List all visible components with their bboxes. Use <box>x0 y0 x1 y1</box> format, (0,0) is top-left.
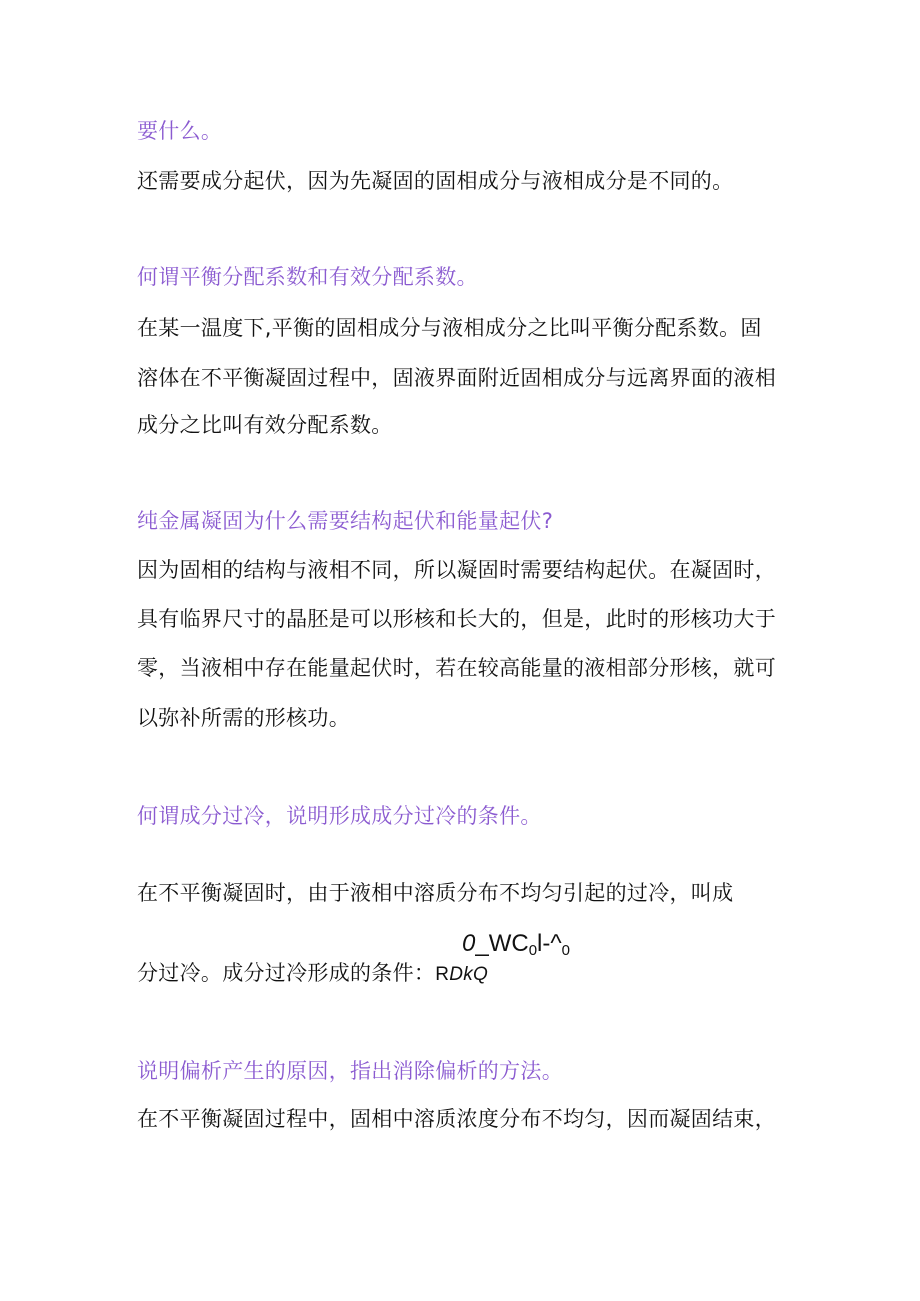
formula-mid: l-^ <box>537 930 562 957</box>
answer-text: 分过冷。成分过冷形成的条件： <box>137 961 436 985</box>
question-fragment: 要什么。 <box>137 119 223 143</box>
question-heading: 说明偏析产生的原因，指出消除偏析的方法。 <box>137 1059 563 1083</box>
answer-line: 零，当液相中存在能量起伏时，若在较高能量的液相部分形核，就可 <box>137 656 776 680</box>
formula-sub2: 0 <box>561 942 570 959</box>
question-heading: 何谓平衡分配系数和有效分配系数。 <box>137 265 478 289</box>
answer-line: 以弥补所需的形核功。 <box>137 706 350 730</box>
formula-lead: 0 <box>462 930 476 957</box>
question-heading: 纯金属凝固为什么需要结构起伏和能量起伏? <box>137 509 554 533</box>
answer-line: 具有临界尺寸的晶胚是可以形核和长大的，但是，此时的形核功大于 <box>137 607 776 631</box>
question-heading: 何谓成分过冷，说明形成成分过冷的条件。 <box>137 804 542 828</box>
answer-line: 在不平衡凝固时，由于液相中溶质分布不均匀引起的过冷，叫成 <box>137 881 734 905</box>
formula-body: _WC <box>475 930 529 957</box>
answer-line: 在某一温度下,平衡的固相成分与液相成分之比叫平衡分配系数。固 <box>137 316 762 340</box>
answer-line: 成分之比叫有效分配系数。 <box>137 413 393 437</box>
answer-line: 因为固相的结构与液相不同，所以凝固时需要结构起伏。在凝固时， <box>137 558 776 582</box>
answer-line-with-formula <box>137 960 488 988</box>
formula-denominator: RDkQ <box>435 964 489 985</box>
answer-line: 在不平衡凝固过程中，固相中溶质浓度分布不均匀，因而凝固结束， <box>137 1107 776 1131</box>
answer-line: 溶体在不平衡凝固过程中，固液界面附近固相成分与远离界面的液相 <box>137 366 776 390</box>
answer-line: 还需要成分起伏，因为先凝固的固相成分与液相成分是不同的。 <box>137 169 734 193</box>
formula-sub1: 0 <box>528 942 538 959</box>
